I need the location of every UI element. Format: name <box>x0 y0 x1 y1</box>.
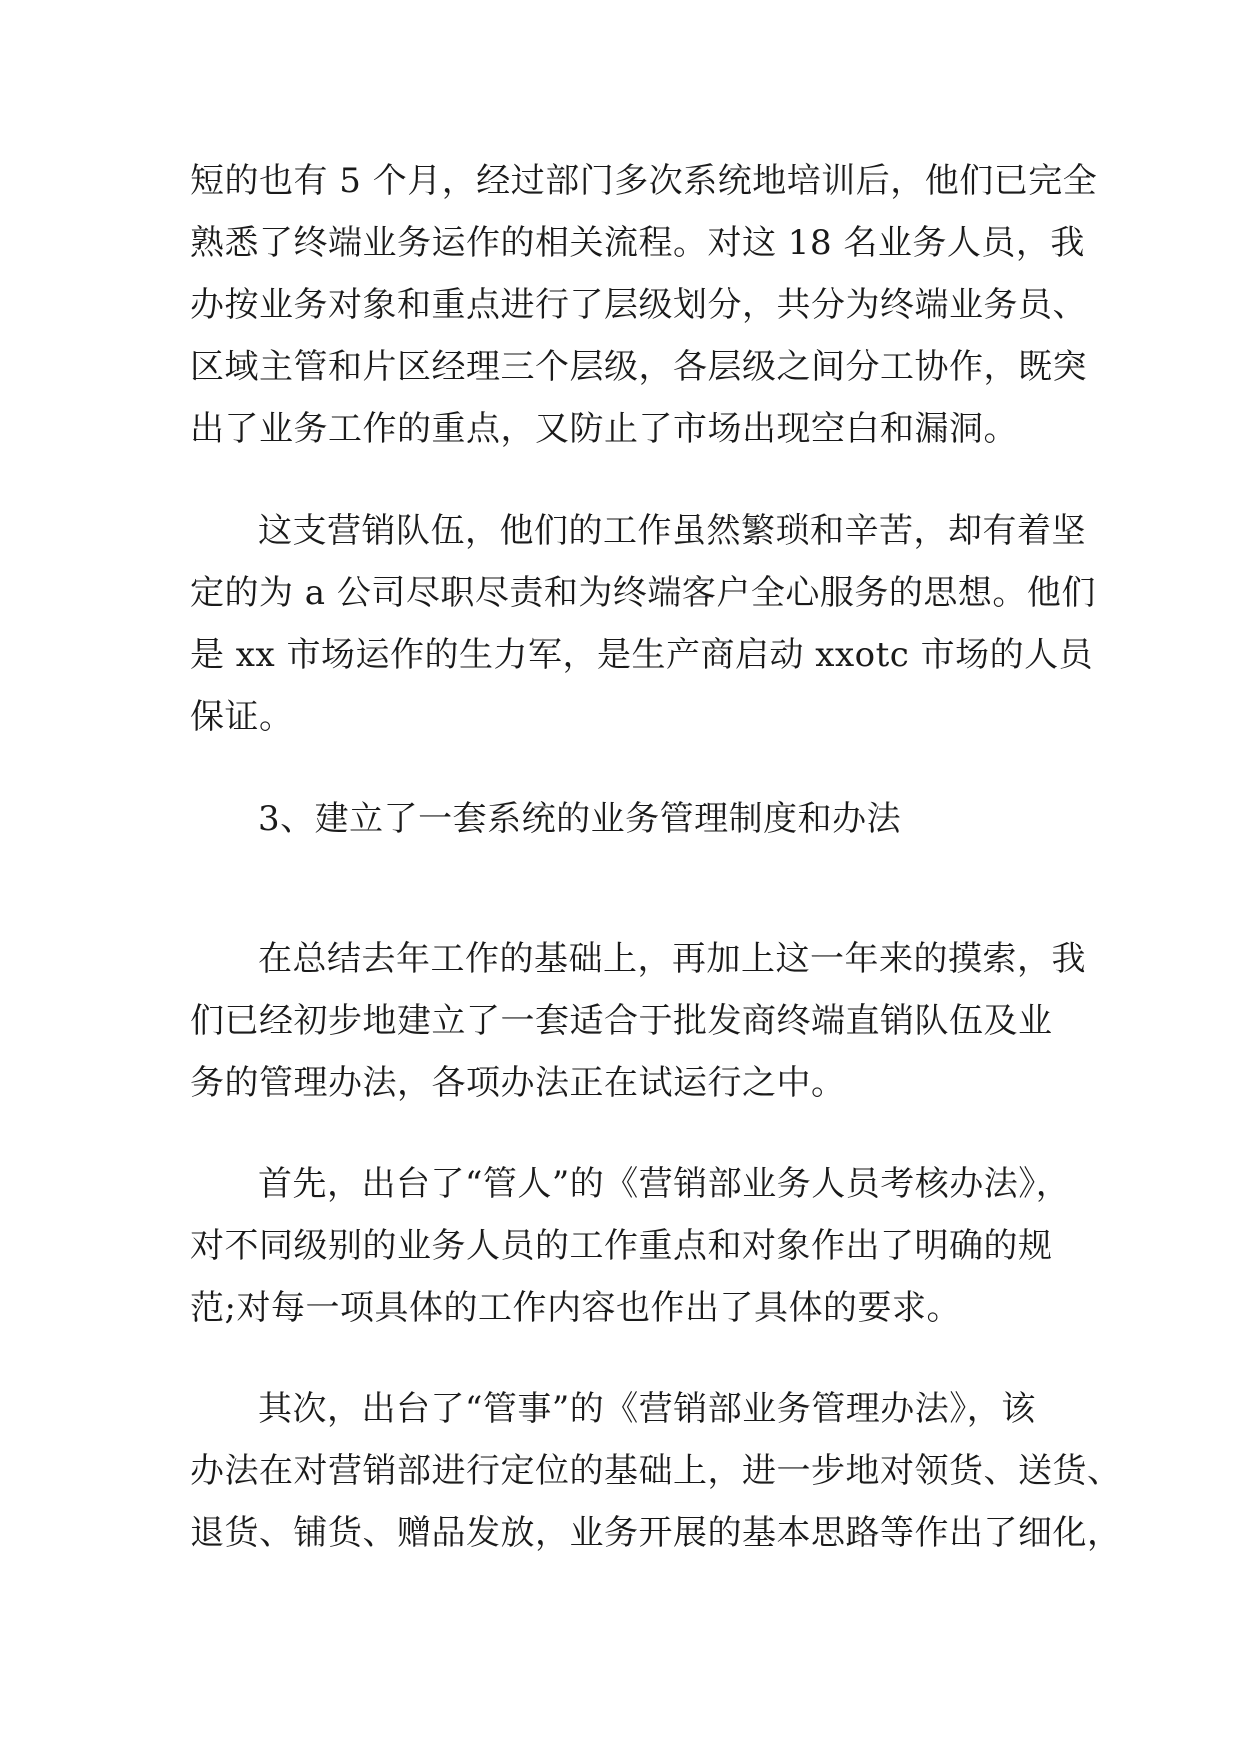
paragraph-sales-team <box>190 500 1096 748</box>
paragraph-line: 在总结去年工作的基础上，再加上这一年来的摸索，我 <box>258 939 1086 979</box>
paragraph-line: 务的管理办法，各项办法正在试运行之中。 <box>190 1063 846 1103</box>
heading-line: 3、建立了一套系统的业务管理制度和办法 <box>258 799 902 839</box>
paragraph-line: 区域主管和片区经理三个层级，各层级之间分工协作，既突 <box>190 347 1087 387</box>
paragraph-management-methods <box>190 928 1086 1114</box>
paragraph-line: 对不同级别的业务人员的工作重点和对象作出了明确的规 <box>190 1226 1053 1266</box>
paragraph-line: 出了业务工作的重点，又防止了市场出现空白和漏洞。 <box>190 409 1018 449</box>
paragraph-line: 办法在对营销部进行定位的基础上，进一步地对领货、送货、 <box>190 1451 1122 1491</box>
paragraph-line: 保证。 <box>190 697 294 737</box>
paragraph-line: 退货、铺货、赠品发放，业务开展的基本思路等作出了细化， <box>190 1513 1122 1553</box>
paragraph-staff-assessment <box>190 1153 1071 1339</box>
paragraph-line: 范;对每一项具体的工作内容也作出了具体的要求。 <box>190 1288 961 1328</box>
paragraph-line: 是 xx 市场运作的生力军，是生产商启动 xxotc 市场的人员 <box>190 635 1094 675</box>
paragraph-team-structure <box>190 150 1098 460</box>
paragraph-line: 短的也有 5 个月，经过部门多次系统地培训后，他们已完全 <box>190 161 1098 201</box>
paragraph-line: 熟悉了终端业务运作的相关流程。对这 18 名业务人员，我 <box>190 223 1085 263</box>
paragraph-line: 办按业务对象和重点进行了层级划分，共分为终端业务员、 <box>190 285 1087 325</box>
paragraph-line: 其次，出台了“管事”的《营销部业务管理办法》，该 <box>258 1389 1036 1429</box>
paragraph-business-management <box>190 1378 1122 1564</box>
paragraph-line: 这支营销队伍，他们的工作虽然繁琐和辛苦，却有着坚 <box>258 511 1086 551</box>
paragraph-line: 们已经初步地建立了一套适合于批发商终端直销队伍及业 <box>190 1001 1053 1041</box>
paragraph-line: 定的为 a 公司尽职尽责和为终端客户全心服务的思想。他们 <box>190 573 1096 613</box>
section-heading <box>190 788 1056 850</box>
paragraph-line: 首先，出台了“管人”的《营销部业务人员考核办法》， <box>258 1164 1071 1204</box>
